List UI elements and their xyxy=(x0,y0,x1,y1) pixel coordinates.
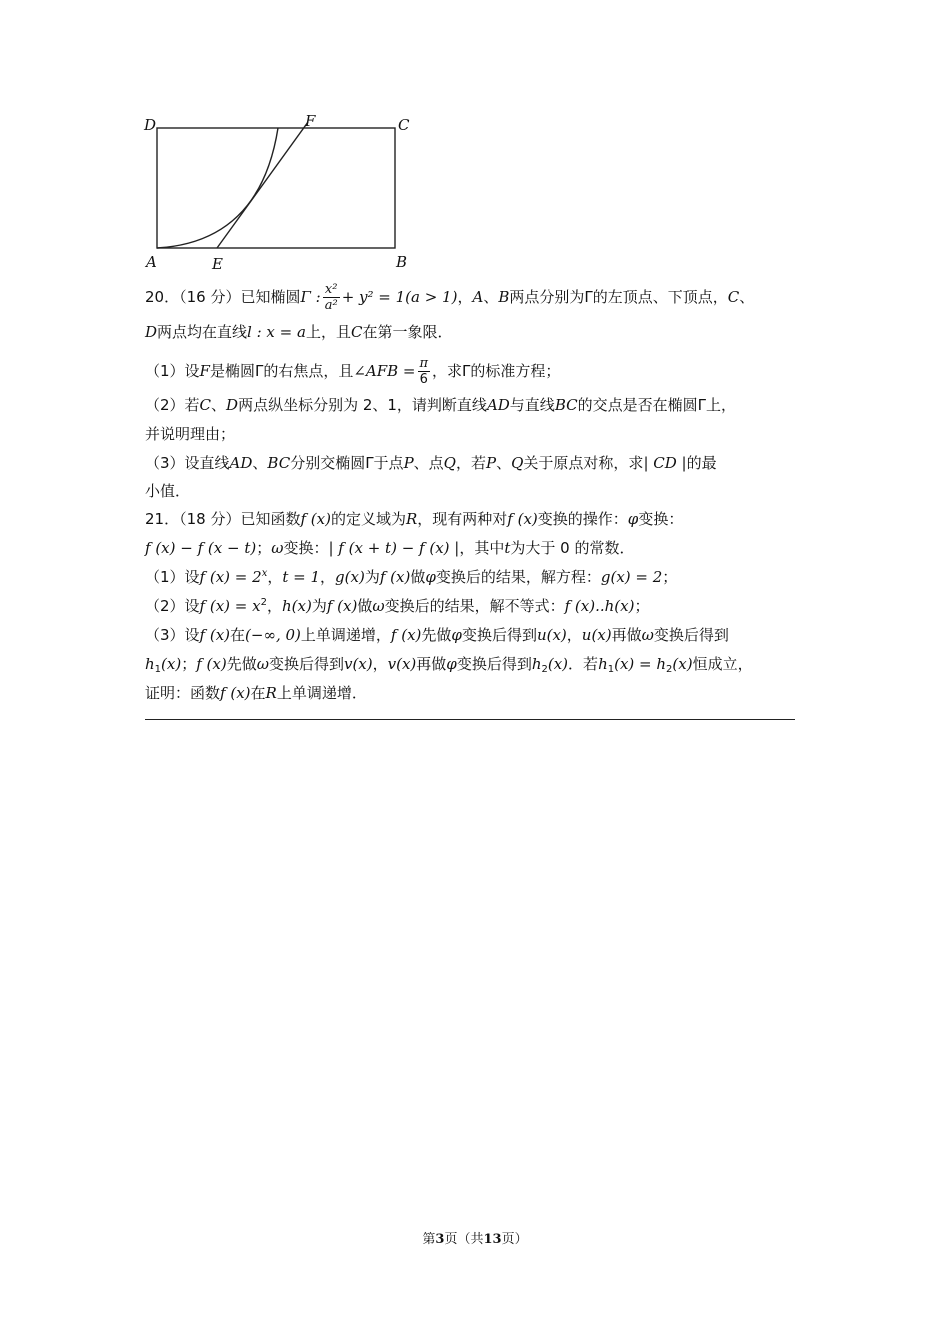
q21-line-2: f (x) − f (x − t)；ω变换：| f (x + t) − f (x) |，其中t为大于 0 的常数． xyxy=(145,539,635,557)
q20-part-2-cont: 并说明理由； xyxy=(145,425,236,443)
q21-number: 21 xyxy=(145,510,165,528)
label-e: E xyxy=(212,255,223,273)
q21-part-3: （3）设f (x)在(−∞, 0)上单调递增，f (x)先做φ变换后得到u(x)，u(x)再做ω变换后得到 xyxy=(145,626,729,644)
label-d: D xyxy=(144,116,157,134)
rectangle-abcd xyxy=(157,128,395,248)
q21-line-1: 21．（18 分）已知函数f (x)的定义域为R，现有两种对f (x)变换的操作：φ变换： xyxy=(145,510,684,528)
q20-part-1: （1）设F是椭圆Γ的右焦点，且∠AFB = $\frac{\pi}{6}$ ，求Γ的标准方程； xyxy=(145,356,561,387)
page-number: 3 xyxy=(435,1232,445,1247)
label-c: C xyxy=(398,116,410,134)
label-b: B xyxy=(396,253,408,271)
separator-rule xyxy=(145,719,795,720)
total-pages: 13 xyxy=(483,1232,502,1247)
segment-ef xyxy=(217,122,308,248)
label-f: F xyxy=(305,112,316,130)
ellipse-fraction: $\frac{\text{x²}}{\text{a²}}$ xyxy=(324,282,338,313)
q20-number: 20 xyxy=(145,288,165,306)
page-footer: 第3页（共13页） xyxy=(422,1232,528,1247)
q21-part-3-line-3: 证明：函数f (x)在R上单调递增． xyxy=(145,684,367,702)
q21-part-3-line-2: $h_1(x)$；f (x)先做ω变换后得到v(x)，v(x)再做φ变换后得到$h_2(x)$．若$h_1(x) = h_2(x)$恒成立， xyxy=(145,655,753,675)
geometry-figure xyxy=(140,110,420,275)
q20-part-3: （3）设直线AD、BC分别交椭圆Γ于点P、点Q，若P、Q关于原点对称，求| CD |的最 xyxy=(145,454,717,472)
q20-part-3-cont: 小值． xyxy=(145,482,191,500)
label-a: A xyxy=(146,253,157,271)
q21-part-1: （1）设f $(x) = 2^x$，t = 1，g(x)为f (x)做φ变换后的结果，解方程：g(x) = 2； xyxy=(145,568,678,586)
q21-part-2: （2）设f $(x) = x^2$，h(x)为f (x)做ω变换后的结果，解不等式：f (x)..h(x)； xyxy=(145,597,650,615)
q20-part-2: （2）若C、D两点纵坐标分别为 2、1，请判断直线AD与直线BC的交点是否在椭圆Γ上， xyxy=(145,396,736,414)
q20-line-1: 20．（16 分）已知椭圆Γ : $\frac{\text{x²}}{\text{a²}}$ + y² = 1(a > 1)，A、B两点分别为Γ的左顶点、下顶点，C、 xyxy=(145,282,755,313)
q20-score: （16 分） xyxy=(179,288,241,306)
q21-score: （18 分） xyxy=(179,510,241,528)
pi-over-6-fraction: $\frac{\pi}{6}$ xyxy=(419,356,429,387)
q20-line-2: D两点均在直线l : x = a上，且C在第一象限． xyxy=(145,323,453,341)
